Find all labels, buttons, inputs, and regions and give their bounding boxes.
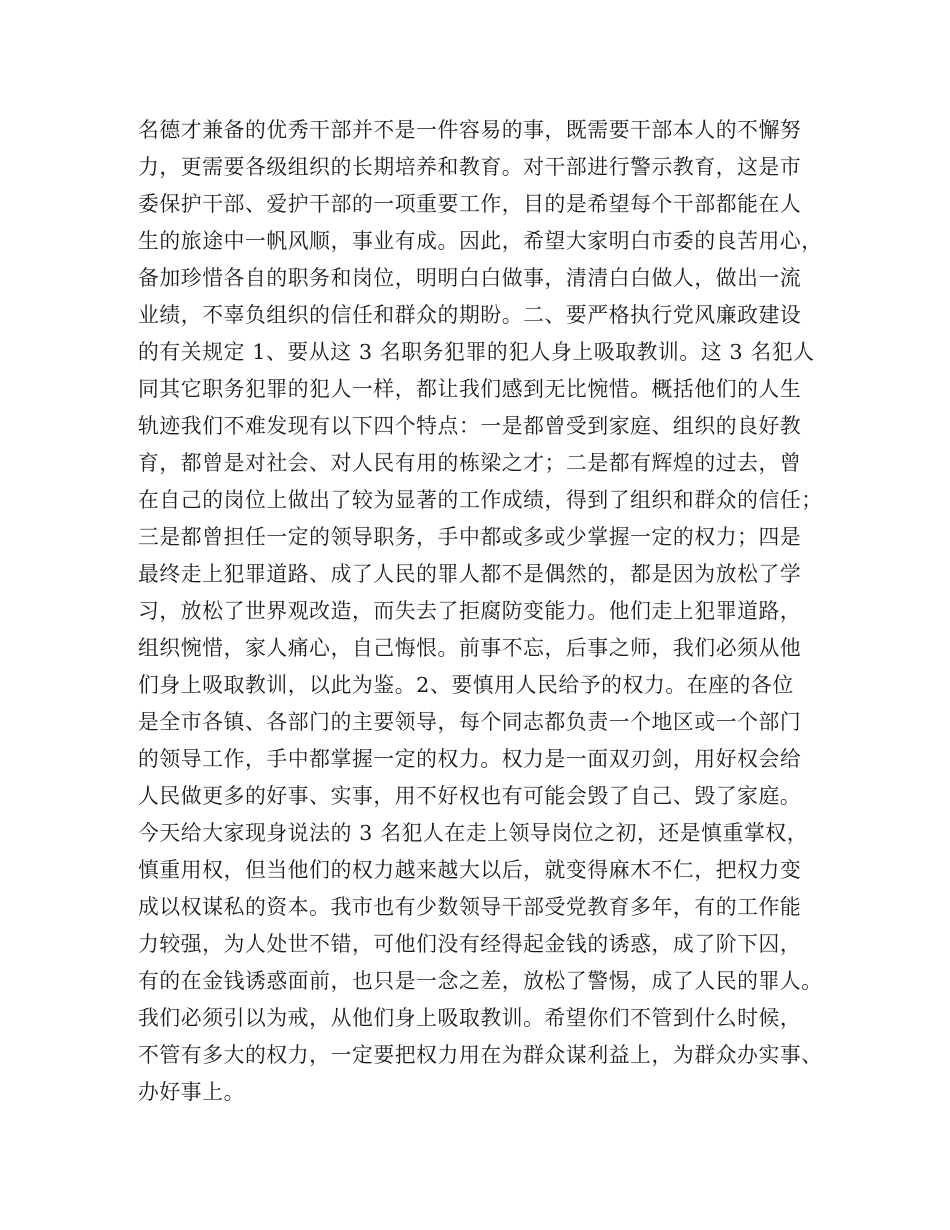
text-line: 的有关规定 1、要从这 3 名职务犯罪的犯人身上吸取教训。这 3 名犯人	[138, 340, 815, 364]
text-line: 的领导工作，手中都掌握一定的权力。权力是一面双刃剑，用好权会给	[138, 747, 802, 771]
text-line: 今天给大家现身说法的 3 名犯人在走上领导岗位之初，还是慎重掌权，	[138, 821, 809, 845]
text-line: 力较强，为人处世不错，可他们没有经得起金钱的诱惑，成了阶下囚，	[138, 932, 802, 956]
text-line: 三是都曾担任一定的领导职务，手中都或多或少掌握一定的权力；四是	[138, 525, 802, 549]
text-line: 我们必须引以为戒，从他们身上吸取教训。希望你们不管到什么时候，	[138, 1006, 802, 1030]
text-line: 育，都曾是对社会、对人民有用的栋梁之才；二是都有辉煌的过去，曾	[138, 451, 802, 475]
text-line: 慎重用权，但当他们的权力越来越大以后，就变得麻木不仁，把权力变	[138, 858, 802, 882]
text-line: 是全市各镇、各部门的主要领导，每个同志都负责一个地区或一个部门	[138, 710, 802, 734]
text-line: 办好事上。	[138, 1080, 245, 1104]
text-line: 业绩，不辜负组织的信任和群众的期盼。二、要严格执行党风廉政建设	[138, 303, 802, 327]
text-line: 同其它职务犯罪的犯人一样，都让我们感到无比惋惜。概括他们的人生	[138, 377, 802, 401]
text-line: 委保护干部、爱护干部的一项重要工作，目的是希望每个干部都能在人	[138, 192, 802, 216]
text-line: 人民做更多的好事、实事，用不好权也有可能会毁了自己、毁了家庭。	[138, 784, 802, 808]
text-line: 在自己的岗位上做出了较为显著的工作成绩，得到了组织和群众的信任；	[138, 488, 823, 512]
text-line: 轨迹我们不难发现有以下四个特点：一是都曾受到家庭、组织的良好教	[138, 414, 802, 438]
text-line: 不管有多大的权力，一定要把权力用在为群众谋利益上，为群众办实事、	[138, 1043, 823, 1067]
text-line: 有的在金钱诱惑面前，也只是一念之差，放松了警惕，成了人民的罪人。	[138, 969, 823, 993]
text-line: 组织惋惜，家人痛心，自己悔恨。前事不忘，后事之师，我们必须从他	[138, 636, 802, 660]
text-line: 名德才兼备的优秀干部并不是一件容易的事，既需要干部本人的不懈努	[138, 118, 802, 142]
text-line: 成以权谋私的资本。我市也有少数领导干部受党教育多年，有的工作能	[138, 895, 802, 919]
text-line: 生的旅途中一帆风顺，事业有成。因此，希望大家明白市委的良苦用心，	[138, 229, 823, 253]
text-line: 们身上吸取教训，以此为鉴。2、要慎用人民给予的权力。在座的各位	[138, 673, 794, 697]
body-text	[138, 112, 838, 1111]
text-line: 力，更需要各级组织的长期培养和教育。对干部进行警示教育，这是市	[138, 155, 802, 179]
text-line: 备加珍惜各自的职务和岗位，明明白白做事，清清白白做人，做出一流	[138, 266, 802, 290]
text-line: 最终走上犯罪道路、成了人民的罪人都不是偶然的，都是因为放松了学	[138, 562, 802, 586]
text-line: 习，放松了世界观改造，而失去了拒腐防变能力。他们走上犯罪道路，	[138, 599, 802, 623]
